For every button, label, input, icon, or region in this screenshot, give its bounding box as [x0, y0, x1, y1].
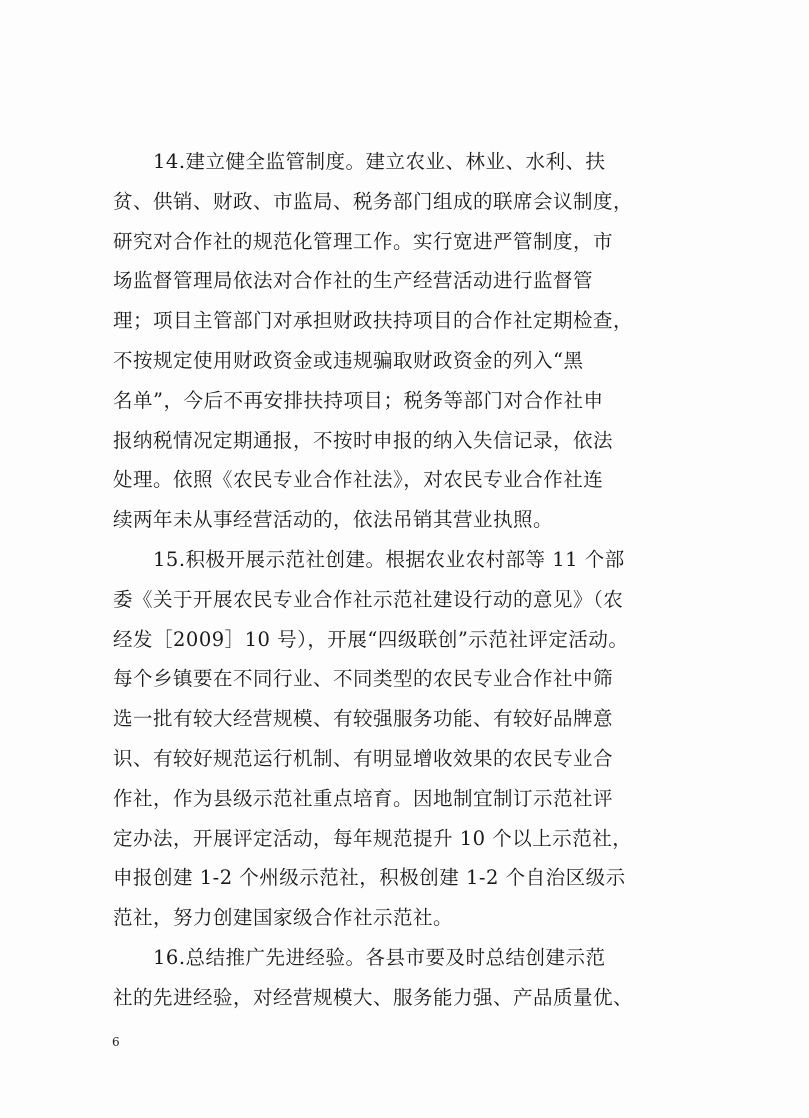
text-line: 理；项目主管部门对承担财政扶持项目的合作社定期检查， [113, 309, 634, 333]
paragraph-16-heading-line: 16.总结推广先进经验。各县市要及时总结创建示范 [153, 945, 606, 969]
text-line: 选一批有较大经营规模、有较强服务功能、有较好品牌意 [113, 707, 614, 731]
text-line: 不按规定使用财政资金或违规骗取财政资金的列入“黑 [113, 348, 584, 372]
text-line: 处理。依照《农民专业合作社法》，对农民专业合作社连 [113, 468, 604, 492]
text-line: 范社，努力创建国家级合作社示范社。 [113, 906, 454, 930]
text-line: 续两年未从事经营活动的，依法吊销其营业执照。 [113, 508, 554, 532]
text-line: 识、有较好规范运行机制、有明显增收效果的农民专业合 [113, 746, 614, 770]
text-line: 贫、供销、财政、市监局、税务部门组成的联席会议制度， [113, 189, 634, 213]
page-number: 6 [112, 1035, 120, 1049]
text-line: 社的先进经验，对经营规模大、服务能力强、产品质量优、 [113, 985, 634, 1009]
text-line: 每个乡镇要在不同行业、不同类型的农民专业合作社中筛 [113, 667, 614, 691]
text-line: 定办法，开展评定活动，每年规范提升 10 个以上示范社， [113, 826, 633, 850]
text-line: 作社，作为县级示范社重点培育。因地制宜制订示范社评 [113, 786, 614, 810]
text-line: 报纳税情况定期通报，不按时申报的纳入失信记录，依法 [113, 428, 614, 452]
text-line: 申报创建 1-2 个州级示范社，积极创建 1-2 个自治区级示 [113, 866, 626, 890]
document-body [113, 142, 713, 1018]
text-line: 委《关于开展农民专业合作社示范社建设行动的意见》（农 [113, 587, 624, 611]
text-line: 场监督管理局依法对合作社的生产经营活动进行监督管 [113, 269, 594, 293]
text-line: 经发［2009］10 号），开展“四级联创”示范社评定活动。 [113, 627, 629, 651]
text-line: 研究对合作社的规范化管理工作。实行宽进严管制度，市 [113, 229, 614, 253]
paragraph-14-heading-line: 14.建立健全监管制度。建立农业、林业、水利、扶 [153, 150, 606, 173]
text-line: 名单”，今后不再安排扶持项目；税务等部门对合作社申 [113, 388, 604, 412]
paragraph-15-heading-line: 15.积极开展示范社创建。根据农业农村部等 11 个部 [153, 547, 625, 571]
